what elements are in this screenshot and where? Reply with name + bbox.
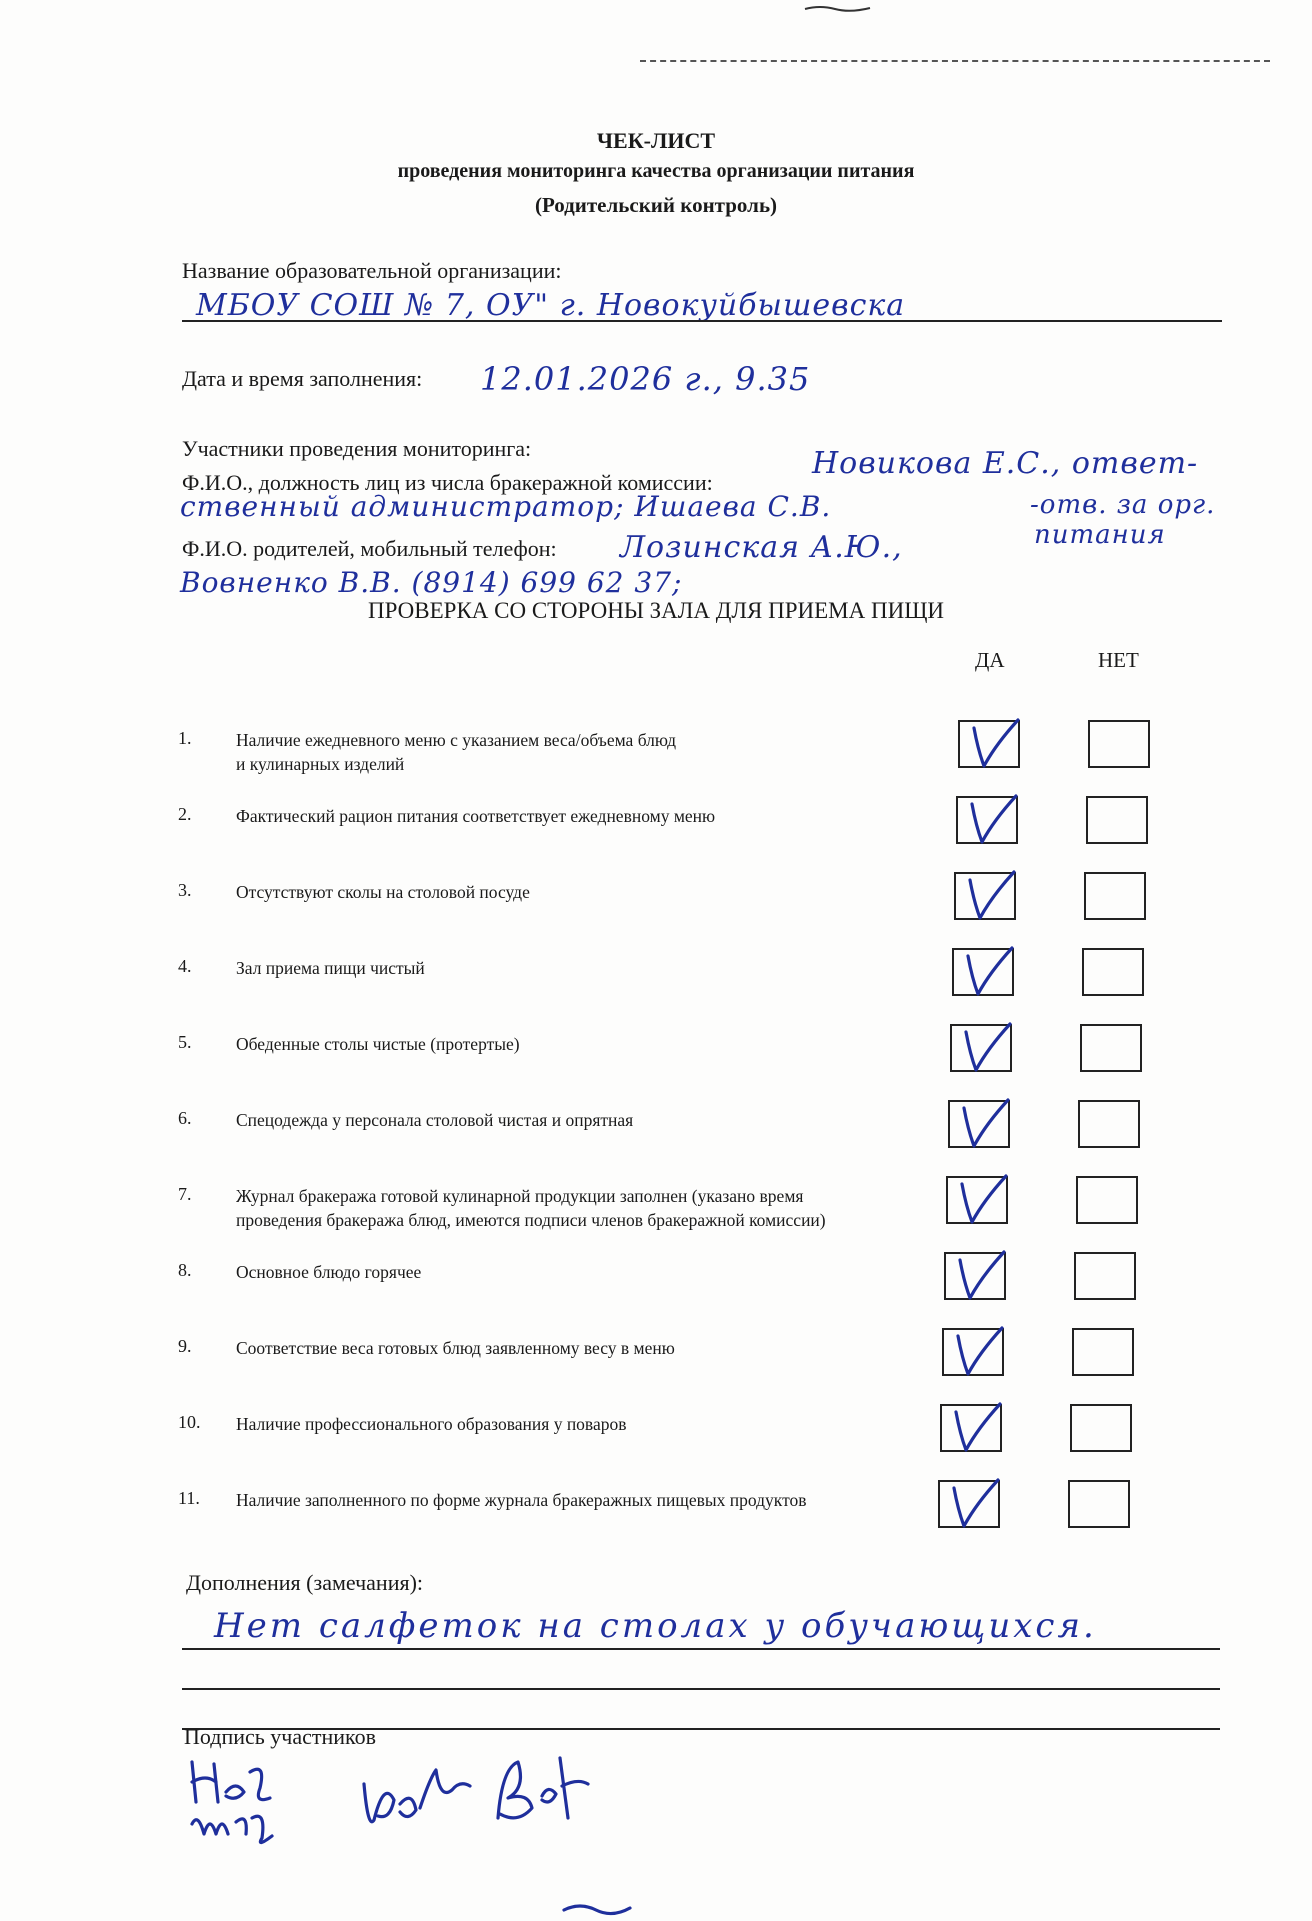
checklist-row xyxy=(0,716,1312,776)
column-yes-header: ДА xyxy=(975,648,1005,672)
checklist-row-text: Наличие ежедневного меню с указанием веса/объема блюд и кулинарных изделий xyxy=(236,730,676,774)
checkbox-no[interactable] xyxy=(1070,1404,1132,1452)
checklist-row-text: Фактический рацион питания соответствует ежедневному меню xyxy=(236,806,716,826)
checklist-row-text: Наличие заполненного по форме журнала бракеражных пищевых продуктов xyxy=(236,1490,807,1510)
checklist-row-number: 2. xyxy=(178,804,192,824)
checkbox-yes[interactable] xyxy=(950,1024,1012,1072)
checkbox-yes[interactable] xyxy=(942,1328,1004,1376)
participants-heading: Участники проведения мониторинга: xyxy=(182,436,532,461)
checkbox-no[interactable] xyxy=(1088,720,1150,768)
checklist-row xyxy=(0,1324,1312,1384)
checklist-row-text: Спецодежда у персонала столовой чистая и опрятная xyxy=(236,1110,634,1130)
checklist-row xyxy=(0,1020,1312,1080)
org-label: Название образовательной организации: xyxy=(182,258,562,283)
column-no-header: НЕТ xyxy=(1098,648,1139,672)
date-value[interactable]: 12.01.2026 г., 9.35 xyxy=(480,360,811,398)
checklist-row-number: 10. xyxy=(178,1412,201,1432)
check-mark-icon xyxy=(954,942,1016,1000)
checklist-row-number: 11. xyxy=(178,1488,200,1508)
signature-1 xyxy=(186,1752,306,1852)
checklist-row-number: 6. xyxy=(178,1108,192,1128)
check-mark-icon xyxy=(956,866,1018,924)
checklist-row-number: 8. xyxy=(178,1260,192,1280)
checkbox-yes[interactable] xyxy=(944,1252,1006,1300)
check-mark-icon xyxy=(944,1322,1006,1380)
checklist-row-text: Журнал бракеража готовой кулинарной продукции заполнен (указано время проведения бракеража блюд, имеются подписи членов бракеражной комиссии) xyxy=(236,1186,826,1230)
checklist-row-text: Отсутствуют сколы на столовой посуде xyxy=(236,882,530,902)
commission-side-note-1[interactable]: -отв. за орг. xyxy=(1030,490,1216,520)
signature-3 xyxy=(488,1748,598,1838)
checkbox-no[interactable] xyxy=(1074,1252,1136,1300)
check-mark-icon xyxy=(946,1246,1008,1304)
checklist-row-number: 4. xyxy=(178,956,192,976)
document-title: ЧЕК-ЛИСТ xyxy=(596,128,716,153)
check-mark-icon xyxy=(942,1398,1004,1456)
signatures-label: Подпись участников xyxy=(184,1724,377,1749)
notes-value[interactable]: Нет салфеток на столах у обучающихся. xyxy=(214,1606,1097,1646)
checkbox-no[interactable] xyxy=(1084,872,1146,920)
checkbox-no[interactable] xyxy=(1072,1328,1134,1376)
checklist-row-number: 1. xyxy=(178,728,192,748)
checklist-row-text: Соответствие веса готовых блюд заявленному весу в меню xyxy=(236,1338,675,1358)
checklist-row-text: Основное блюдо горячее xyxy=(236,1262,422,1282)
org-underline xyxy=(182,320,1222,322)
checkbox-yes[interactable] xyxy=(948,1100,1010,1148)
document-subtitle-2: (Родительский контроль) xyxy=(534,193,778,217)
checkbox-no[interactable] xyxy=(1086,796,1148,844)
checkbox-no[interactable] xyxy=(1082,948,1144,996)
checklist-row xyxy=(0,792,1312,852)
checklist-row xyxy=(0,868,1312,928)
checklist-row-number: 7. xyxy=(178,1184,192,1204)
checkbox-no[interactable] xyxy=(1068,1480,1130,1528)
check-mark-icon xyxy=(960,714,1022,772)
check-mark-icon xyxy=(940,1474,1002,1532)
checkbox-yes[interactable] xyxy=(958,720,1020,768)
checklist-row-text: Обеденные столы чистые (протертые) xyxy=(236,1034,520,1054)
check-mark-icon xyxy=(950,1094,1012,1152)
checkbox-yes[interactable] xyxy=(956,796,1018,844)
checkbox-yes[interactable] xyxy=(952,948,1014,996)
commission-side-note-2[interactable]: питания xyxy=(1034,520,1166,550)
checklist-row xyxy=(0,1172,1312,1232)
checkbox-yes[interactable] xyxy=(954,872,1016,920)
notes-line-1 xyxy=(182,1648,1220,1650)
checklist-row-text: Зал приема пищи чистый xyxy=(236,958,425,978)
checkbox-no[interactable] xyxy=(1076,1176,1138,1224)
checklist-row xyxy=(0,1476,1312,1536)
top-dashed-line xyxy=(640,60,1270,62)
check-mark-icon xyxy=(952,1018,1014,1076)
checkbox-yes[interactable] xyxy=(940,1404,1002,1452)
check-mark-icon xyxy=(948,1170,1010,1228)
notes-line-2 xyxy=(182,1688,1220,1690)
bottom-scan-mark xyxy=(560,1900,640,1916)
date-label: Дата и время заполнения: xyxy=(182,366,423,391)
checkbox-yes[interactable] xyxy=(946,1176,1008,1224)
parents-value-line2[interactable]: Вовненко В.В. (8914) 699 62 37; xyxy=(180,566,683,599)
checklist-row xyxy=(0,944,1312,1004)
parents-label: Ф.И.О. родителей, мобильный телефон: xyxy=(182,536,557,561)
parents-value-line1[interactable]: Лозинская А.Ю., xyxy=(620,530,903,565)
checklist-row-text: Наличие профессионального образования у поваров xyxy=(236,1414,627,1434)
check-mark-icon xyxy=(958,790,1020,848)
checklist-row xyxy=(0,1248,1312,1308)
checklist-row-number: 3. xyxy=(178,880,192,900)
checkbox-no[interactable] xyxy=(1080,1024,1142,1072)
checklist-row-number: 9. xyxy=(178,1336,192,1356)
signature-2 xyxy=(360,1760,480,1840)
commission-label: Ф.И.О., должность лиц из числа бракеражной комиссии: xyxy=(182,470,713,495)
checklist-row-number: 5. xyxy=(178,1032,192,1052)
section-title: ПРОВЕРКА СО СТОРОНЫ ЗАЛА ДЛЯ ПРИЕМА ПИЩИ xyxy=(367,598,945,623)
checkbox-no[interactable] xyxy=(1078,1100,1140,1148)
scan-artifact xyxy=(800,0,890,10)
commission-value-line2[interactable]: ственный администратор; Ишаева С.В. xyxy=(180,490,832,523)
checkbox-yes[interactable] xyxy=(938,1480,1000,1528)
commission-value-line1[interactable]: Новикова Е.С., ответ- xyxy=(812,446,1199,481)
notes-label: Дополнения (замечания): xyxy=(186,1570,424,1595)
org-value[interactable]: МБОУ СОШ № 7, ОУ" г. Новокуйбышевска xyxy=(196,288,906,323)
checklist-row xyxy=(0,1096,1312,1156)
document-subtitle: проведения мониторинга качества организации питания xyxy=(397,160,915,182)
checklist-row xyxy=(0,1400,1312,1460)
